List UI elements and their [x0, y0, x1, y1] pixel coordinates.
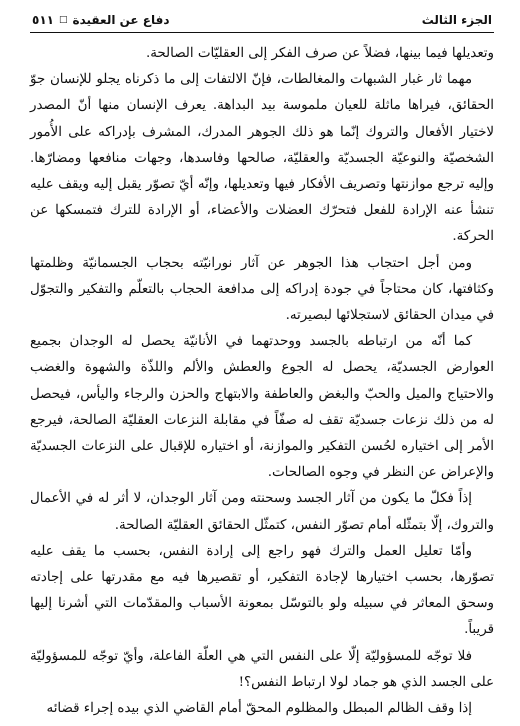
- running-header: [30, 8, 494, 33]
- page-number: ٥١١: [32, 13, 54, 27]
- paragraph-8: إذا وقف الظالم المبطل والمظلوم المحقّ أمام القاضي الذي بيده إجراء قضائه: [46, 701, 472, 717]
- part-label: الجزء الثالث: [421, 13, 492, 27]
- paragraph-6: وأمّا تعليل العمل والترك فهو راجع إلى إرادة النفس، بحسب ما يقف عليه تصوّرها، بحسب اختيارها لإجادة التفكير، أو تقصيرها فيه مع مقدرتها على إجادته وسحق المعاثر في سبيله ولو بالتوسّل بمعونة الأسباب والمقدّمات التي أشرنا إليها قريباً.: [30, 543, 494, 638]
- paragraph-1: وتعديلها فيما بينها، فضلاً عن صرف الفكر إلى العقليّات الصالحة.: [145, 46, 494, 61]
- paragraph-7: فلا توجّه للمسؤوليّة إلّا على النفس التي هي العلّة الفاعلة، وأيّ توجّه للمسؤوليّة على الجسد الذي هو جماد لولا ارتباط النفس؟!: [30, 648, 494, 690]
- paragraph-3: ومن أجل احتجاب هذا الجوهر عن آثار نورانيّته بحجاب الجسمانيّة وظلمتها وكثافتها، كان محتاجاً في جودة إدراكه إلى مدافعة الحجاب بالتعلّم والتفكير والتجوّل في ميدان الحقائق لاستجلائها لبصيرته.: [30, 255, 494, 324]
- paragraph-2: مهما ثار غبار الشبهات والمغالطات، فإنّ الالتفات إلى ما ذكرناه يجلو للإنسان جوّ الحقائق، فيراها ماثلة للعيان ملموسة بيد البداهة. يعرف الإنسان منها أنّ المصدر لاختيار الأفعال والتروك إنّما هو ذلك الجوهر المدرك، المشرف بإدراكه على الأُمور الشخصيّة والنوعيّة الجسديّة والعقليّة، صالحها وفاسدها، وجهات منافعها ومضارّها. وإليه ترجع موازنتها وتصريف الأفكار فيها وتعديلها، وإنّه أيّ تصوّر يقبل إليه ويقف عليه تنشأ عنه الإرادة للفعل فتحرّك العضلات والأعضاء، أو الإرادة للترك فتمسكها عن الحركة.: [30, 72, 494, 245]
- body-text: [30, 41, 494, 722]
- paragraph-5: إذاً فكلّ ما يكون من آثار الجسد وسحنته ومن آثار الوجدان، لا أثر له في الأعمال والتروك، إلّا بتمثّله أمام تصوّر النفس، كتمثّل الحقائق العقليّة الصالحة.: [30, 491, 494, 533]
- book-title: دفاع عن العقيدة: [72, 13, 170, 27]
- header-left-group: [32, 13, 170, 27]
- paragraph-4: كما أنّه من ارتباطه بالجسد ووحدتهما في الأنانيّة يحصل له الوجدان بجميع العوارض الجسديّة، يحصل له الجوع والعطش والألم واللذّة والشهوة والغضب والاحتياج والميل والحبّ والبغض والعاطفة والابتهاج والحزن والرجاء واليأس، فيحصل له من ذلك نزعات جسديّة تقف له صفّاً في مقابلة النزعات العقليّة الصالحة، فيرجع الأمر إلى اختياره لحُسن التفكير والموازنة، أو اختياره للإقبال على النزعات الجسديّة والإعراض عن النظر في وجوه الصالحات.: [30, 334, 494, 481]
- square-separator-icon: □: [58, 15, 68, 25]
